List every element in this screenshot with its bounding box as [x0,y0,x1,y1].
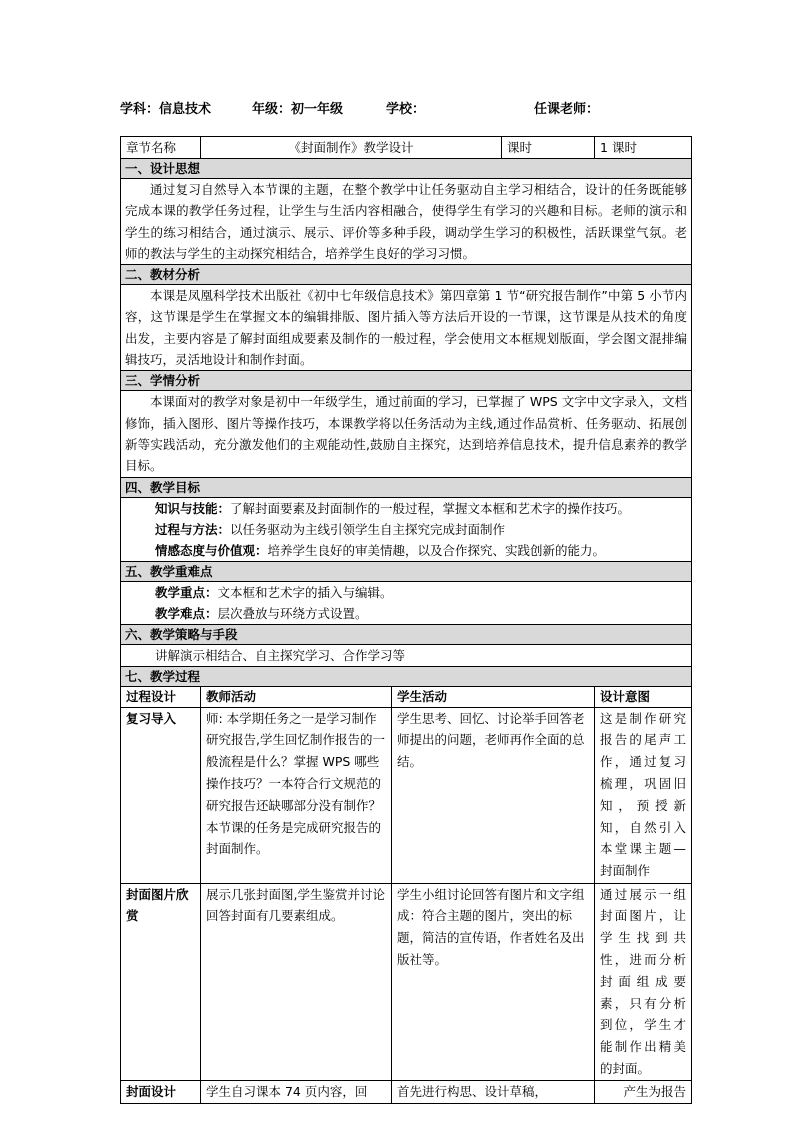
section-text-students: 本课面对的教学对象是初中一年级学生，通过前面的学习，已掌握了 WPS 文字中文字录入，文档修饰，插入图形、图片等操作技巧，本课教学将以任务活动为主线,通过作品赏析、任务驱动、拓展创新等实践活动，充分激发他们的主观能动性,鼓励自主探究，达到培养信息技术，提升信息素养的教学目标。 [121,391,692,477]
process-teacher: 师: 本学期任务之一是学习制作研究报告,学生回忆制作报告的一般流程是什么？掌握 WPS 哪些操作技巧？一本符合行文规范的研究报告还缺哪部分没有制作？本节课的任务是完成研究报告的封面制作。 [201,707,392,883]
process-header-row [121,686,692,707]
process-intent: 产生为报告 [595,1080,692,1103]
section-title-material: 二、教材分析 [121,265,692,285]
process-intent: 通过展示一组封面图片，让学生找到共性，进而分析封面组成要素，只有分析到位，学生才能制作出精美的封面。 [595,883,692,1080]
process-stage: 封面设计 [121,1080,201,1103]
goal-item [155,540,686,561]
teacher-label: 任课老师： [534,102,600,117]
process-student: 学生思考、回忆、讨论举手回答老师提出的问题，老师再作全面的总结。 [392,707,595,883]
process-header-intent: 设计意图 [595,686,692,707]
process-student: 首先进行构思、设计草稿， [392,1080,595,1103]
process-student: 学生小组讨论回答有图片和文字组成：符合主题的图片，突出的标题，简洁的宣传语，作者姓名及出版社等。 [392,883,595,1080]
table-row [121,707,692,883]
goal-label: 过程与方法： [155,521,231,537]
info-row [121,137,692,159]
school-label: 学校： [386,102,426,117]
grade-label: 年级：初一年级 [252,102,344,117]
goal-text: 以任务驱动为主线引领学生自主探究完成封面制作 [230,521,506,537]
goal-item [155,519,686,540]
section-text-material: 本课是凤凰科学技术出版社《初中七年级信息技术》第四章第 1 节“研究报告制作”中第 5 小节内容，这节课是学生在掌握文本的编辑排版、图片插入等方法后开设的一节课，这节课是从技术的角度出发，主要内容是了解封面组成要素及制作的一般过程，学会使用文本框规划版面，学会图文混排编辑技巧，灵活地设计和制作封面。 [121,285,692,371]
lesson-plan-table [120,136,692,1104]
goals-list [121,497,692,561]
focus-item [155,582,686,603]
table-row [121,883,692,1080]
period-label: 课时 [502,137,595,159]
focus-label: 教学难点： [155,605,218,621]
process-header-stage: 过程设计 [121,686,201,707]
focus-label: 教学重点： [155,584,218,600]
focus-text: 层次叠放与环绕方式设置。 [217,605,368,621]
section-text-strategy: 讲解演示相结合、自主探究学习、合作学习等 [121,644,692,666]
section-text-design: 通过复习自然导入本节课的主题，在整个教学中让任务驱动自主学习相结合，设计的任务既能够完成本课的教学任务过程，让学生与生活内容相融合，使得学生有学习的兴趣和目标。老师的演示和学生的练习相结合，通过演示、展示、评价等多种手段，调动学生学习的积极性，活跃课堂气氛。老师的教法与学生的主动探究相结合，培养学生良好的学习习惯。 [121,179,692,265]
goal-item [155,498,686,519]
goal-label: 知识与技能： [155,500,231,516]
document-header [120,98,690,118]
goal-text: 了解封面要素及封面制作的一般过程，掌握文本框和艺术字的操作技巧。 [230,500,631,516]
process-header-teacher: 教师活动 [201,686,392,707]
section-title-students: 三、学情分析 [121,371,692,391]
process-stage: 封面图片欣赏 [121,883,201,1080]
lesson-plan-document [120,136,691,1104]
focus-list [121,581,692,624]
process-teacher: 展示几张封面图,学生鉴赏并讨论回答封面有几要素组成。 [201,883,392,1080]
subject-label: 学科：信息技术 [120,102,212,117]
period-value: 1 课时 [595,137,692,159]
process-teacher: 学生自习课本 74 页内容，回 [201,1080,392,1103]
goal-label: 情感态度与价值观： [155,542,268,558]
chapter-label: 章节名称 [121,137,201,159]
section-title-strategy: 六、教学策略与手段 [121,624,692,644]
section-title-focus: 五、教学重难点 [121,561,692,581]
process-stage: 复习导入 [121,707,201,883]
section-title-process: 七、教学过程 [121,666,692,686]
focus-text: 文本框和艺术字的插入与编辑。 [217,584,393,600]
process-intent: 这是制作研究报告的尾声工作，通过复习梳理，巩固旧知，预授新知，自然引入本堂课主题—封面制作 [595,707,692,883]
chapter-value: 《封面制作》教学设计 [201,137,502,159]
section-title-goals: 四、教学目标 [121,477,692,497]
table-row [121,1080,692,1103]
focus-item [155,603,686,624]
goal-text: 培养学生良好的审美情趣，以及合作探究、实践创新的能力。 [267,542,606,558]
section-title-design: 一、设计思想 [121,159,692,179]
process-header-student: 学生活动 [392,686,595,707]
